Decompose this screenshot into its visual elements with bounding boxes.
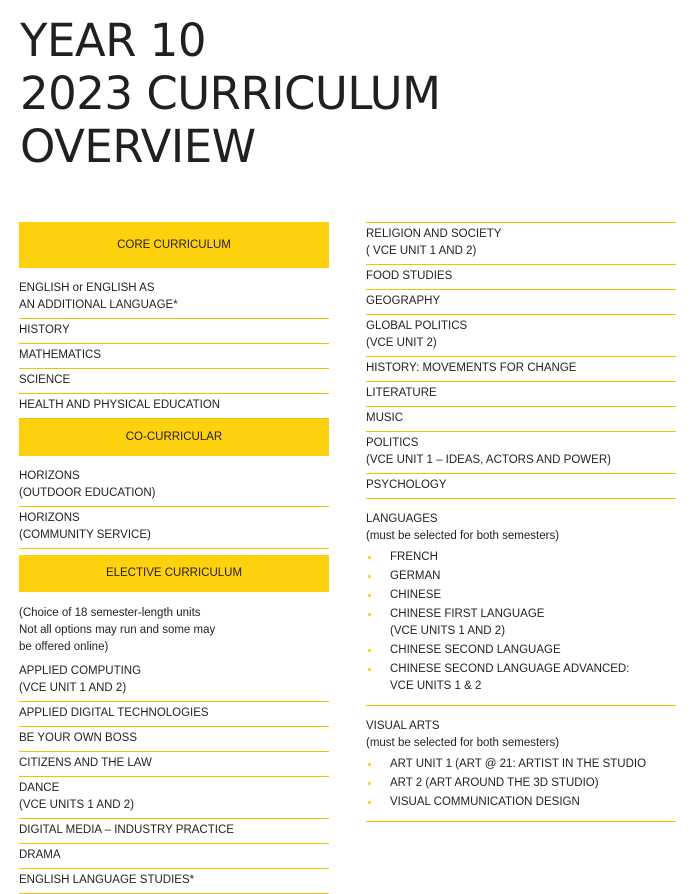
subject-row bbox=[366, 474, 676, 499]
core-curriculum-list bbox=[19, 268, 329, 419]
group-label-line: Not all options may run and some may bbox=[19, 624, 216, 636]
languages-label bbox=[366, 511, 676, 545]
bullet-item bbox=[366, 794, 676, 811]
bullet-line: ART 2 (ART AROUND THE 3D STUDIO) bbox=[390, 777, 599, 789]
bullet-item bbox=[366, 568, 676, 585]
subject-line: POLITICS bbox=[366, 437, 419, 449]
subject-row bbox=[366, 407, 676, 432]
co-curricular-list bbox=[19, 456, 329, 549]
subject-row bbox=[366, 265, 676, 290]
visual-arts-list bbox=[366, 756, 676, 811]
subject-row bbox=[19, 844, 329, 869]
subject-line: FOOD STUDIES bbox=[366, 270, 453, 282]
bullet-item bbox=[366, 661, 676, 695]
bullet-item bbox=[366, 587, 676, 604]
bullet-item bbox=[366, 606, 676, 640]
subject-line: HORIZONS bbox=[19, 470, 80, 482]
elective-subjects-list bbox=[366, 223, 676, 499]
subject-line: (VCE UNIT 1 AND 2) bbox=[19, 682, 127, 694]
subject-line: RELIGION AND SOCIETY bbox=[366, 228, 502, 240]
subject-row bbox=[19, 319, 329, 344]
bullet-line: CHINESE SECOND LANGUAGE ADVANCED: bbox=[390, 663, 630, 675]
subject-line: GLOBAL POLITICS bbox=[366, 320, 468, 332]
subject-row bbox=[19, 869, 329, 894]
group-label-line: be offered online) bbox=[19, 641, 109, 653]
subject-line: MUSIC bbox=[366, 412, 404, 424]
elective-curriculum-heading: ELECTIVE CURRICULUM bbox=[19, 555, 329, 592]
bullet-line: (VCE UNITS 1 AND 2) bbox=[390, 625, 506, 637]
subject-row bbox=[19, 507, 329, 549]
subject-line: ENGLISH or ENGLISH AS bbox=[19, 282, 155, 294]
elective-note bbox=[19, 592, 329, 660]
subject-line: GEOGRAPHY bbox=[366, 295, 441, 307]
elective-curriculum-list bbox=[19, 660, 329, 894]
subject-line: DIGITAL MEDIA – INDUSTRY PRACTICE bbox=[19, 824, 234, 836]
languages-list bbox=[366, 549, 676, 695]
right-column bbox=[366, 222, 676, 822]
subject-line: DANCE bbox=[19, 782, 60, 794]
subject-line: ( VCE UNIT 1 AND 2) bbox=[366, 245, 477, 257]
subject-line: (OUTDOOR EDUCATION) bbox=[19, 487, 156, 499]
bullet-line: ART UNIT 1 (ART @ 21: ARTIST IN THE STUDIO bbox=[390, 758, 647, 770]
group-label-line: VISUAL ARTS bbox=[366, 720, 440, 732]
subject-row bbox=[366, 382, 676, 407]
subject-line: APPLIED COMPUTING bbox=[19, 665, 142, 677]
title-line-2: 2023 CURRICULUM bbox=[20, 67, 441, 120]
subject-line: (VCE UNIT 1 – IDEAS, ACTORS AND POWER) bbox=[366, 454, 611, 466]
bullet-line: FRENCH bbox=[390, 551, 438, 563]
subject-line: DRAMA bbox=[19, 849, 61, 861]
bullet-line: CHINESE bbox=[390, 589, 442, 601]
group-label-line: (must be selected for both semesters) bbox=[366, 530, 560, 542]
bullet-item bbox=[366, 642, 676, 659]
subject-row bbox=[19, 819, 329, 844]
bullet-line: CHINESE SECOND LANGUAGE bbox=[390, 644, 561, 656]
subject-line: CITIZENS AND THE LAW bbox=[19, 757, 152, 769]
co-curricular-heading: CO-CURRICULAR bbox=[19, 419, 329, 456]
subject-row bbox=[366, 357, 676, 382]
bullet-line: CHINESE FIRST LANGUAGE bbox=[390, 608, 545, 620]
subject-row bbox=[19, 777, 329, 819]
subject-row bbox=[19, 456, 329, 507]
subject-line: (VCE UNITS 1 AND 2) bbox=[19, 799, 135, 811]
subject-line: LITERATURE bbox=[366, 387, 437, 399]
page-title bbox=[20, 14, 440, 173]
bullet-line: GERMAN bbox=[390, 570, 441, 582]
subject-row bbox=[19, 344, 329, 369]
group-label-line: (Choice of 18 semester-length units bbox=[19, 607, 201, 619]
subject-row bbox=[19, 702, 329, 727]
subject-row bbox=[19, 727, 329, 752]
bullet-line: VISUAL COMMUNICATION DESIGN bbox=[390, 796, 580, 808]
subject-row bbox=[19, 394, 329, 419]
bullet-item bbox=[366, 549, 676, 566]
subject-row bbox=[366, 290, 676, 315]
subject-line: (COMMUNITY SERVICE) bbox=[19, 529, 151, 541]
bullet-item bbox=[366, 775, 676, 792]
left-column bbox=[19, 222, 329, 894]
subject-row bbox=[19, 268, 329, 319]
group-label-line: (must be selected for both semesters) bbox=[366, 737, 560, 749]
subject-line: PSYCHOLOGY bbox=[366, 479, 447, 491]
languages-group bbox=[366, 499, 676, 706]
visual-arts-group bbox=[366, 706, 676, 822]
subject-row bbox=[366, 223, 676, 265]
subject-line: HISTORY bbox=[19, 324, 70, 336]
title-line-1: YEAR 10 bbox=[20, 14, 207, 67]
subject-line: HISTORY: MOVEMENTS FOR CHANGE bbox=[366, 362, 577, 374]
subject-line: (VCE UNIT 2) bbox=[366, 337, 437, 349]
subject-line: BE YOUR OWN BOSS bbox=[19, 732, 138, 744]
subject-line: MATHEMATICS bbox=[19, 349, 101, 361]
subject-line: HORIZONS bbox=[19, 512, 80, 524]
subject-line: SCIENCE bbox=[19, 374, 71, 386]
subject-line: AN ADDITIONAL LANGUAGE* bbox=[19, 299, 178, 311]
core-curriculum-heading: CORE CURRICULUM bbox=[19, 222, 329, 268]
subject-line: APPLIED DIGITAL TECHNOLOGIES bbox=[19, 707, 209, 719]
subject-line: HEALTH AND PHYSICAL EDUCATION bbox=[19, 399, 221, 411]
group-label-line: LANGUAGES bbox=[366, 513, 438, 525]
subject-row bbox=[19, 752, 329, 777]
subject-row bbox=[366, 315, 676, 357]
bullet-item bbox=[366, 756, 676, 773]
subject-row bbox=[19, 369, 329, 394]
bullet-line: VCE UNITS 1 & 2 bbox=[390, 680, 482, 692]
visual-arts-label bbox=[366, 718, 676, 752]
subject-line: ENGLISH LANGUAGE STUDIES* bbox=[19, 874, 195, 886]
title-line-3: OVERVIEW bbox=[20, 120, 256, 173]
subject-row bbox=[19, 660, 329, 702]
subject-row bbox=[366, 432, 676, 474]
